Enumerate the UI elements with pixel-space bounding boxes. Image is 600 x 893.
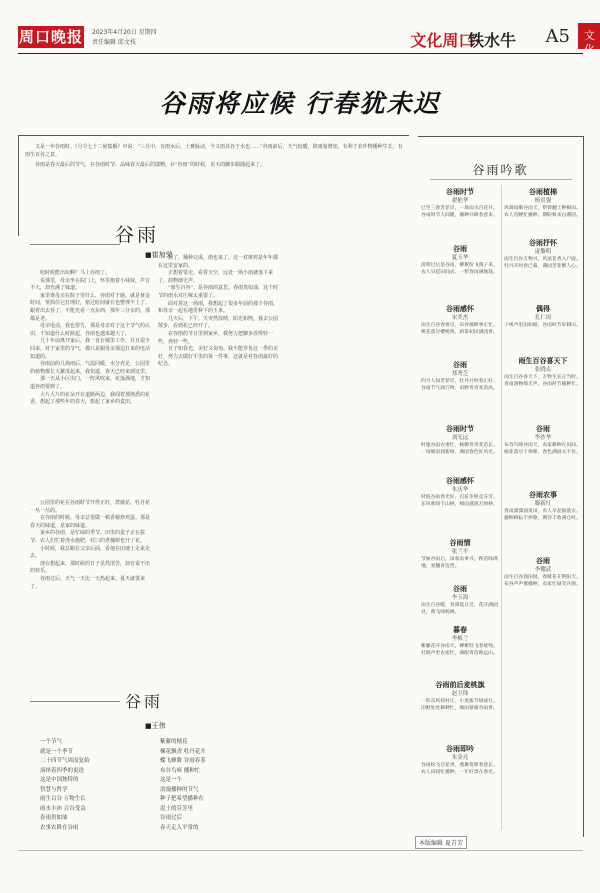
poem-block	[421, 187, 499, 219]
poem-line: 这是中国独特的	[40, 777, 79, 783]
header-divider	[18, 53, 583, 54]
essay-paragraph: 家里谁母亲在院子里什么，谷雨对于她，就是黄金时间，要抓住它打理好，错过时间就在也整理不上了。跟着出去看了，不能光看一点东西，那年三分亲的，那都是老。	[30, 292, 151, 322]
essay-paragraph: “雨生百谷”，是谷雨的意思。春雨贵如油，这个时节的雨水对庄稼太重要了。	[158, 285, 279, 299]
poem-block	[504, 238, 582, 270]
poem-title: 谷雨	[453, 360, 467, 369]
essay-paragraph: 小时候，我总跟在父亲后面，看他在田埂上走来走去。	[30, 545, 151, 560]
poem-line: 谷雨过后	[160, 815, 183, 821]
poem-title: 谷雨农事	[529, 490, 557, 499]
poem-line: 雨水丰沛 百谷受益	[40, 805, 86, 812]
poem-line: 一个节气	[40, 739, 63, 745]
essay-paragraph: 公园里的花在谷雨时节开得正旺，蔷薇花、牡丹花一丛一丛的。	[30, 500, 151, 514]
poem-line: 楝花飘香 牡丹花开	[160, 748, 206, 755]
essay-column-1	[30, 270, 152, 407]
page-number: A5	[545, 26, 570, 47]
poem-body: 春雨潇潇润麦田，农人早起披蓑衣。播种耕耘不停歇，期待丰收满仓时。	[504, 509, 581, 521]
poem-author: 杨景强	[534, 198, 552, 204]
poem-author: 孔仁周	[534, 315, 552, 321]
poem-line: 紫藤的梗花	[160, 739, 188, 745]
poem-body: 时逢谷雨农事忙，杨柳青青麦苗长。一场细雨润新绿，满园春色好风光。	[421, 443, 498, 455]
newspaper-logo: 周口晚报	[18, 28, 83, 46]
poem-block	[504, 490, 582, 522]
poem-block	[421, 625, 499, 657]
poem-author: 夏玉华	[451, 255, 469, 261]
poem-block	[421, 538, 499, 570]
poem-column-1	[40, 738, 90, 833]
poem-line: 这是一个	[160, 777, 183, 783]
section-subtitle: 铁水牛	[467, 31, 516, 50]
footer-divider	[18, 850, 583, 851]
poem-body: 一阵东风掠村庄，小麦拔节绿成行。田野处处耕种忙，细雨蒙蒙谷雨香。	[421, 699, 498, 711]
poem-block	[504, 424, 582, 456]
poem-body: 四月人间芳菲尽，牡丹开时春正好。谷雨节气润万物，田野青青麦苗高。	[421, 379, 498, 391]
poem-title: 暮春	[453, 625, 467, 634]
essay-paragraph: 谷雨前的几场雨后，气温回暖，水分充足，公园里的植物都长大繁茂起来，我知道，春天已经来到这里。	[30, 361, 151, 375]
essay-paragraph: 母亲电话，我也要告，那是母亲对于这个节气的认识，不知道什么时候起，谷雨也越来越大了。	[30, 323, 151, 337]
poem-author: 李玉海	[451, 595, 469, 601]
essay-paragraph: 在谷雨的时候，母亲总要做一顿香椿炒鸡蛋。那是春天的味道，是家的味道。	[30, 515, 151, 529]
poem-title: 谷雨	[536, 556, 550, 565]
poem-line: 农事农耕在谷雨	[40, 824, 79, 831]
essay-paragraph: 几天后，下午，天突然放晴，阳光和煦，我去公园散步，看到花已经开了。	[158, 315, 279, 330]
poem-body: 雨生百谷春将尽，布谷催耕事正忙。桃花落尽樱桃熟，新茶初试满园香。	[421, 323, 498, 335]
essay-paragraph: 那一天从小区出门，一阵风吹来，花落满地，才知道谷雨要到了。	[30, 376, 151, 390]
essay-paragraph: 几十年前离开家后，我一直在城里工作，并且很少回来。对于家里的节气，都只是跟母亲那边打来的电话知道的。	[30, 338, 151, 360]
essay-paragraph: 日子如春光，美好又匆匆。我不能辜负这一季的美好，努力去做好手里的每一件事，这就是对谷雨最好的纪念。	[158, 346, 279, 368]
poem-column-2	[160, 738, 206, 833]
poem-author: 李耀武	[534, 567, 552, 573]
poem-author: 朱金亮	[451, 755, 469, 761]
essay-paragraph: 谷雨过后，天气一天比一天热起来，夏天就要来了。	[30, 575, 146, 590]
poem-title: 谷雨感怀	[446, 304, 474, 313]
essay-paragraph: 现在想起来，那时候的日子虽然清苦，却有说不出的快乐。	[30, 560, 151, 575]
poem-line: 泥土的芬芳里	[160, 805, 194, 812]
poem-title: 雨生百谷喜天下	[518, 356, 568, 365]
poem-line: 春天走入平常的	[160, 824, 199, 831]
corner-tab-label: 文化	[584, 29, 595, 56]
corner-tab	[578, 23, 600, 56]
poem-author: 郑秀芝	[451, 371, 469, 377]
essay-paragraph: 到了，播种完成，雨也来了。这一对斑鸠是年年都在这里安家的。	[158, 255, 279, 269]
poem-body: 风调雨顺谷雨天，犁铧翻土种棉田。农人弯腰忙播种，期盼秋来白满园。	[504, 206, 581, 218]
poem-block	[421, 476, 499, 508]
poem-author: 庞黎明	[534, 249, 552, 255]
poem-body: 紫藤花开谷雨天，柳絮轻飞春欲残。杜鹃声里农家忙，满眼青苗映远山。	[421, 644, 498, 656]
poem-author: 滕新红	[534, 501, 552, 507]
poem-body: 子规声里雨如烟，谷雨时节好耕田。	[504, 323, 581, 328]
right-section-title: 谷雨吟歌	[472, 163, 529, 177]
intro-text	[25, 143, 405, 171]
poem-author: 赵卫锋	[451, 691, 469, 697]
essay-column-3	[158, 255, 280, 369]
essay-paragraph: 在谷雨的节日里到家乡，我努力把脚步放得轻一些，再轻一些。	[158, 330, 274, 345]
poem-section-title: 谷雨	[125, 692, 164, 711]
poem-author: 宋美杰	[451, 315, 469, 321]
page-headline: 谷雨将应候 行春犹未迟	[159, 89, 441, 118]
poem-block	[421, 424, 499, 456]
poem-line: 布谷鸟啼 播种忙	[160, 767, 201, 774]
poem-body: 节候谷雨后，田家农事兴。秧苗绿满地，麦穗青连营。	[421, 557, 498, 569]
poem-body: 谷雨纷飞百花香，燕舞莺啼春意长。农人田间忙播种，一年好景在春光。	[421, 763, 498, 775]
poem-body: 雨生百谷万物兴，风送花香入户庭。牡丹开时春已暮，满园芳菲醉人心。	[504, 257, 581, 269]
intro-paragraph: 谷雨是春天最后的节气，在谷雨时节，品味春天最后的馈赠，在“谷雨”的时候，见天的脚步跟随起来了。	[35, 162, 266, 168]
poem-title: 谷雨前后麦桃旗	[435, 680, 485, 689]
essay-column-2	[30, 500, 152, 591]
poem-body: 雨生百谷暖，春深夏日近。花开满园处，燕飞绿杨林。	[421, 603, 498, 615]
poem-author: 张兰平	[451, 549, 469, 555]
essay-paragraph: 家乡的谷雨，是忙碌的季节。田里的麦子正在拔节，农人们忙着浇水施肥，村口的老槐树也开了花。	[30, 530, 146, 544]
poem-block	[421, 744, 499, 776]
poem-block	[504, 304, 582, 329]
poem-line: 春雨贵如油	[40, 815, 68, 821]
page-editor-tag: 本版编辑 夏青芳	[415, 836, 467, 849]
poem-author: 刘光远	[451, 435, 469, 441]
essay-title-rule	[30, 244, 120, 245]
poem-line: 雨生百谷 万物生长	[40, 796, 86, 802]
essay-paragraph: 哈时候能出玩啊？马上谷雨了。	[40, 270, 111, 276]
poem-title: 谷雨时节	[446, 187, 474, 196]
responsible-editors: 责任编辑 邱文枝	[92, 39, 136, 46]
poem-line: 演绎着四季的更迭	[40, 767, 85, 774]
poem-body: 清明过后是谷雨，柳絮纷飞燕子来。农人早起田间去，一犁春雨满地栽。	[421, 263, 498, 275]
poem-title-rule	[30, 701, 120, 702]
poem-line: 蝶飞蜂舞 谷雨春茶	[160, 758, 206, 764]
poem-title: 谷雨抒怀	[529, 238, 557, 247]
poem-title: 谷雨	[453, 584, 467, 593]
poem-title: 谷雨植棉	[529, 187, 557, 196]
essay-paragraph: 说那里，母亲坐在院门上，怀里抱着小妹妹，声音不大，却充满了味道。	[30, 277, 151, 292]
poem-author: 李沙华	[534, 435, 552, 441]
right-section-rule	[430, 179, 572, 180]
poem-title: 谷雨即吟	[446, 744, 474, 753]
essay-paragraph: 正想着要走，看着天空，远处一场小雨就落下来了，润物细无声。	[158, 270, 274, 284]
poem-line: 二十四节气周而复始	[40, 758, 90, 764]
poem-body: 已至三春芳菲尽，一场雨水百花开。谷雨时节人间暖，播种开耕春意来。	[421, 206, 498, 218]
poem-line: 浪漫播种的节气	[160, 786, 199, 793]
poem-block	[421, 360, 499, 392]
poem-title: 谷雨感怀	[446, 476, 474, 485]
poem-title: 谷雨情	[449, 538, 471, 547]
poem-line: 智慧与哲学	[40, 786, 68, 793]
essay-title: 谷雨	[115, 224, 160, 246]
poem-author: 李梅兰	[451, 636, 469, 642]
essay-author: ■崔加荣	[145, 251, 173, 259]
poem-body: 时值谷雨春光好，百花争艳竞芬芳。东风吹绿千山树，细雨滋润万顷秧。	[421, 495, 498, 507]
poem-block	[421, 304, 499, 336]
essay-paragraph: 面对着这一场雨，我想起了很多年前的那个谷雨，和母亲一起在地里种下的玉米。	[158, 300, 279, 315]
poem-body: 布谷鸟啼谷雨天，农家耕种在田间。杨花落尽子规啼，春色满园关不住。	[504, 443, 581, 455]
poem-block	[504, 556, 582, 588]
poem-line: 种子把希望播种在	[160, 796, 205, 802]
poem-block	[421, 680, 499, 712]
poem-block	[421, 244, 499, 276]
poem-block	[421, 584, 499, 616]
essay-paragraph: 大片大片的花朵开在道路两边，我闻着那熟悉的花香，想起了那些年的春天，想起了家乡的麦田。	[30, 391, 151, 406]
intro-paragraph: 又是一年谷雨时。《月令七十二候集解》中说：“三月中，自雨水后，土膏脉动，今又雨其谷于水也……”谷雨前后，天气较暖，降雨量增加，有利于农作物播种生长，有雨生百谷之意。	[25, 144, 403, 158]
poem-title: 谷雨时节	[446, 424, 474, 433]
poem-author: 朱庆华	[451, 487, 469, 493]
section-title: 文化周口·	[410, 31, 480, 50]
poem-body: 雨生百谷润田园，春暖花开艳阳天。布谷声声催播种，农家忙碌笑开颜。	[504, 575, 581, 587]
poem-title: 谷雨	[536, 424, 550, 433]
issue-date: 2023年4月20日 星期四	[92, 29, 157, 36]
poem-block	[504, 187, 582, 219]
poem-author: ■王伟	[145, 722, 166, 730]
poem-title: 谷雨	[453, 244, 467, 253]
poem-author: 翟艳华	[451, 198, 469, 204]
right-column-divider	[501, 185, 502, 830]
poem-author: 张晓贞	[534, 367, 552, 373]
poem-line: 就是一个季节	[40, 748, 74, 755]
poem-body: 雨生百谷喜天下，万物生长正当时。春雨润物细无声，谷雨时节播种忙。	[504, 375, 581, 387]
poem-title: 偶得	[536, 304, 550, 313]
poem-block	[504, 356, 582, 388]
